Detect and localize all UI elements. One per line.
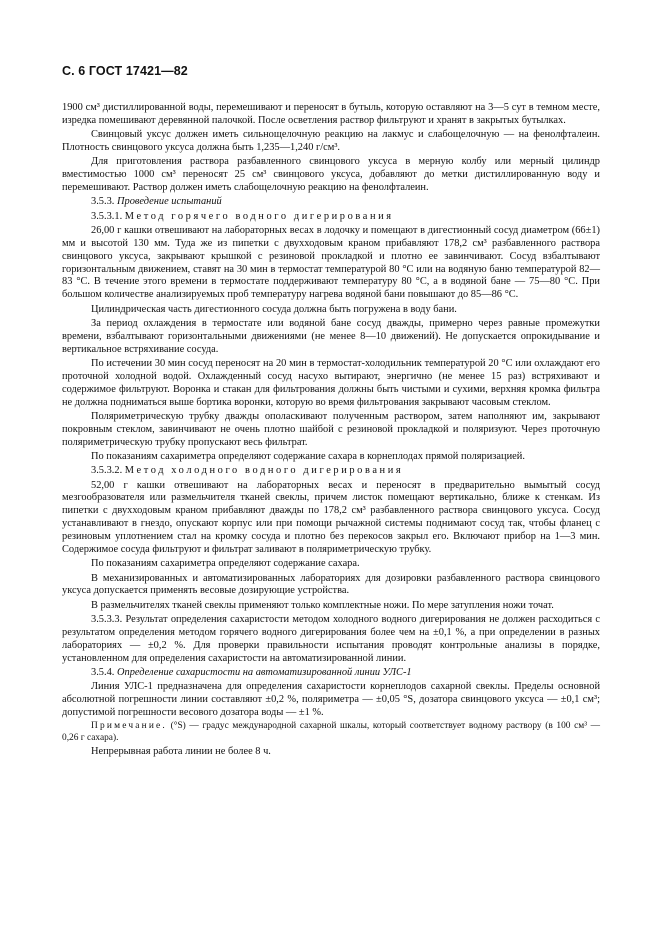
paragraph: За период охлаждения в термостате или водяной бане сосуд дважды, примерно через равные промежутки времени, взбалтывают горизонтальными движениями (не менее 8—10 движений). Не допускается опрокидывание и вертикальное встряхивание сосуда. bbox=[62, 318, 600, 355]
note-text: (°S) — градус международной сахарной шкалы, который соответствует водному раствору (в 100 см³ — 0,26 г сахара). bbox=[62, 721, 601, 744]
paragraph: Непрерывная работа линии не более 8 ч. bbox=[91, 746, 271, 758]
section-number: 3.5.3.2. bbox=[91, 465, 123, 477]
page-header: С. 6 ГОСТ 17421—82 bbox=[62, 64, 188, 78]
section-title: Метод горячего водного дигерирования bbox=[124, 210, 394, 222]
section-heading-3-5-3-1 bbox=[62, 211, 600, 224]
paragraph: 1900 см³ дистиллированной воды, перемешивают и переносят в бутыль, которую оставляют на 3—5 сут в темном месте, изредка помешивают деревянной палочкой. После осветления раствор фильтруют и хранят в закрытых бутылках. bbox=[62, 102, 600, 126]
section-title: Определение сахаристости на автоматизированной линии УЛС-1 bbox=[117, 666, 412, 678]
paragraph: 26,00 г кашки отвешивают на лабораторных весах в лодочку и помещают в дигестионный сосуд диаметром (66±1) мм и высотой 130 мм. Туда же из пипетки с двухходовым краном прибавляют 178,2 см³ разбавленного раствора свинцового уксуса, закрывают крышкой с резиновой прокладкой и плотно ее завинчивают. Сосуд взбалтывают горизонтальным движением, ставят на 30 мин в термостат температурой 80 °С или на водяную баню температурой 82—83 °С. В течение этого времени в термостате поддерживают температуру 80 °С, а в водяной бане — 75—80 °С. При большом количестве анализируемых проб температуру нагрева водяной бани повышают до 85—86 °С. bbox=[62, 225, 600, 301]
paragraph: В размельчителях тканей свеклы применяют только комплектные ножи. По мере затупления ножи точат. bbox=[91, 599, 554, 611]
note-label: Примечание. bbox=[91, 721, 167, 732]
section-number: 3.5.3. bbox=[91, 196, 115, 208]
paragraph: Линия УЛС-1 предназначена для определения сахаристости корнеплодов сахарной свеклы. Пределы основной абсолютной погрешности линии составляют ±0,2 %, поляриметра — ±0,05 °S, дозатора свинцового уксуса — ±0,1 см³; допустимой погрешности весового дозатора воды — ±1 %. bbox=[62, 681, 600, 718]
section-title: Метод холодного водного дигерирования bbox=[124, 465, 404, 477]
paragraph-3-5-3-3: 3.5.3.3. Результат определения сахаристости методом холодного водного дигерирования не должен расходиться с результатом определения методом горячего водного дигерирования более чем на ±0,1 %, а при определении в разных лабораториях — ±0,2 %. Для проверки правильности испытания проводят контрольные анализы в порядке, установленном для определения сахаристости на автоматизированной линии. bbox=[62, 614, 600, 664]
section-title: Проведение испытаний bbox=[117, 196, 222, 208]
section-number: 3.5.4. bbox=[91, 666, 115, 678]
paragraph: Цилиндрическая часть дигестионного сосуда должна быть погружена в воду бани. bbox=[91, 303, 457, 315]
paragraph: По показаниям сахариметра определяют содержание сахара. bbox=[91, 558, 360, 570]
paragraph: 52,00 г кашки отвешивают на лабораторных весах и переносят в предварительно вымытый сосуд мезгообразователя или размельчителя тканей свеклы, причем листок помещают вертикально, ближе к стенкам. Из пипетки с двухходовым краном прибавляют дважды по 178,2 см³ разбавленного раствора свинцового уксуса. Сосуд устанавливают в гнездо, опускают корпус или при помощи рычажной системы поднимают сосуд так, чтобы фланец с резиновым уплотнением стал на кромку сосуда и плотно без перекосов закрыл его. Включают прибор на 1—3 мин. Содержимое сосуда фильтруют и фильтрат заливают в поляриметрическую трубку. bbox=[62, 479, 600, 555]
note bbox=[62, 721, 600, 745]
paragraph: По истечении 30 мин сосуд переносят на 20 мин в термостат-холодильник температурой 20 °С или охлаждают его проточной холодной водой. Охлажденный сосуд насухо вытирают, энергично (не менее 15 раз) встряхивают и содержимое фильтруют. Воронка и стакан для фильтрования должны быть чистыми и сухими, верхняя кромка фильтра не должна подниматься выше бортика воронки, которую во время фильтрования закрывают часовым стеклом. bbox=[62, 358, 600, 408]
section-heading-3-5-4 bbox=[62, 667, 600, 680]
paragraph: Поляриметрическую трубку дважды ополаскивают полученным раствором, затем наполняют им, закрывают покровным стеклом, завинчивают не очень плотно шайбой с резиновой прокладкой и поляризуют. Через проточную поляриметрическую трубку пропускают весь фильтрат. bbox=[62, 410, 600, 448]
paragraph: Свинцовый уксус должен иметь сильнощелочную реакцию на лакмус и слабощелочную — на фенолфталеин. Плотность свинцового уксуса должна быть 1,235—1,240 г/см³. bbox=[62, 129, 600, 154]
section-number: 3.5.3.1. bbox=[91, 210, 123, 222]
paragraph: По показаниям сахариметра определяют содержание сахара в корнеплодах прямой поляризацией. bbox=[91, 450, 525, 462]
paragraph: Для приготовления раствора разбавленного свинцового уксуса в мерную колбу или мерный цилиндр вместимостью 1000 см³ переносят 25 см³ свинцового уксуса, добавляют до метки дистиллированную воду и перемешивают. Раствор должен иметь слабощелочную реакцию на фенолфталеин. bbox=[62, 156, 600, 194]
paragraph: В механизированных и автоматизированных лабораториях для дозировки разбавленного раствора свинцового уксуса допускается применять весовые дозирующие устройства. bbox=[62, 572, 600, 597]
section-heading-3-5-3-2 bbox=[62, 465, 600, 478]
section-heading-3-5-3 bbox=[62, 196, 600, 209]
document-page bbox=[62, 64, 600, 761]
